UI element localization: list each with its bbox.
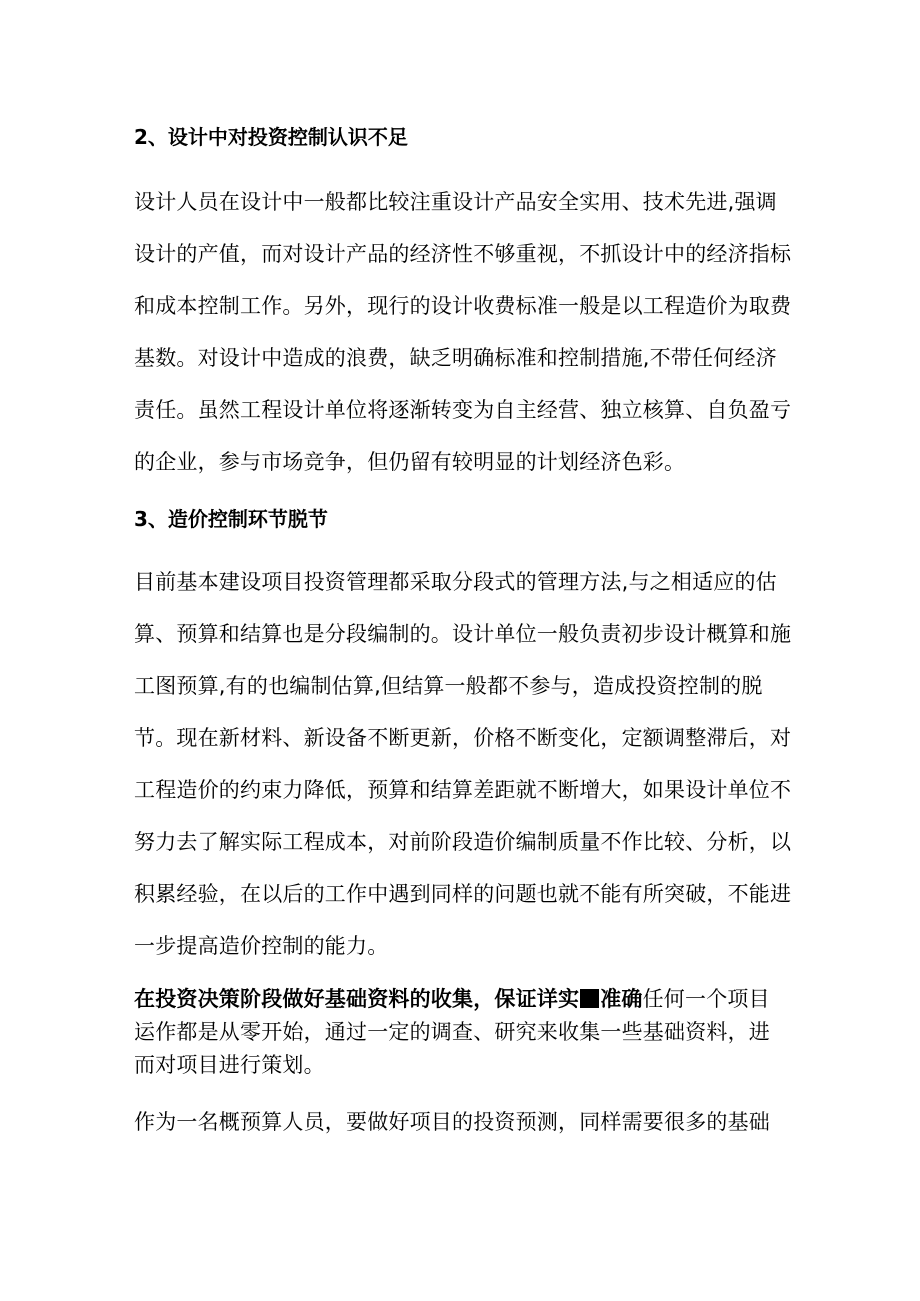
- paragraph-line: 一步提高造价控制的能力。: [134, 934, 389, 958]
- paragraph-line: 作为一名概预算人员，要做好项目的投资预测，同样需要很多的基础: [134, 1110, 770, 1134]
- filled-square-glyph: [580, 989, 599, 1008]
- section-4-paragraph: [134, 983, 804, 1082]
- paragraph-line: 而对项目进行策划。: [134, 1053, 325, 1077]
- paragraph-line: 和成本控制工作。另外，现行的设计收费标准一般是以工程造价为取费: [134, 294, 792, 318]
- paragraph-line: 设计人员在设计中一般都比较注重设计产品安全实用、技术先进,强调: [134, 190, 777, 214]
- paragraph-line: 运作都是从零开始，通过一定的调查、研究来收集一些基础资料，进: [134, 1020, 770, 1044]
- paragraph-line: 工程造价的约束力降低，预算和结算差距就不断增大，如果设计单位不: [134, 778, 792, 802]
- paragraph-line: 努力去了解实际工程成本，对前阶段造价编制质量不作比较、分析，以: [134, 830, 792, 854]
- paragraph-line: [134, 983, 804, 1016]
- section-5-paragraph: [134, 1106, 804, 1139]
- paragraph-line: 设计的产值，而对设计产品的经济性不够重视，不抓设计中的经济指标: [134, 242, 792, 266]
- section-3-paragraph: [134, 556, 804, 972]
- paragraph-line: 基数。对设计中造成的浪费，缺乏明确标准和控制措施,不带任何经济: [134, 346, 777, 370]
- paragraph-line: 的企业，参与市场竞争，但仍留有较明显的计划经济色彩。: [134, 450, 686, 474]
- paragraph-line: 积累经验，在以后的工作中遇到同样的问题也就不能有所突破，不能进: [134, 882, 792, 906]
- bold-lead-text: 准确: [600, 987, 643, 1011]
- section-3-heading: 3、造价控制环节脱节: [134, 507, 328, 531]
- paragraph-line: 责任。虽然工程设计单位将逐渐转变为自主经营、独立核算、自负盈亏: [134, 398, 792, 422]
- paragraph-line: 目前基本建设项目投资管理都采取分段式的管理方法,与之相适应的估: [134, 570, 777, 594]
- bold-lead-text: 在投资决策阶段做好基础资料的收集，保证详实: [134, 987, 580, 1011]
- section-2-paragraph: [134, 176, 804, 488]
- paragraph-line: 节。现在新材料、新设备不断更新，价格不断变化，定额调整滞后，对: [134, 726, 792, 750]
- section-2-heading: 2、设计中对投资控制认识不足: [134, 125, 408, 149]
- paragraph-text: 任何一个项目: [642, 987, 770, 1011]
- paragraph-line: 算、预算和结算也是分段编制的。设计单位一般负责初步设计概算和施: [134, 622, 792, 646]
- paragraph-line: 工图预算,有的也编制估算,但结算一般都不参与，造成投资控制的脱: [134, 674, 763, 698]
